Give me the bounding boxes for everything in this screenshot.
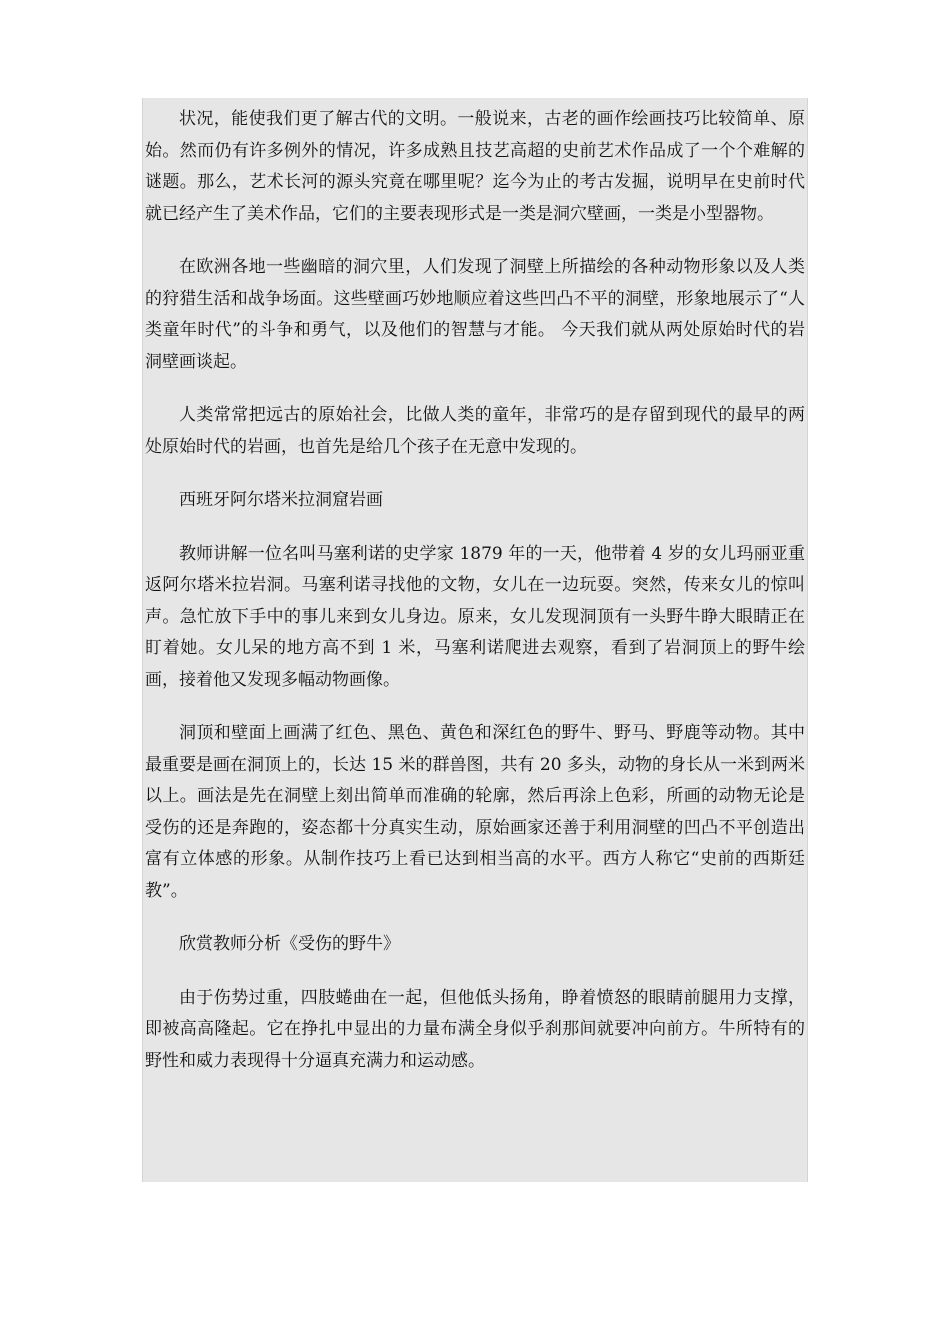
paragraph-altamira-discovery: 教师讲解一位名叫马塞利诺的史学家 1879 年的一天，他带着 4 岁的女儿玛丽亚重返阿尔塔米拉岩洞。马塞利诺寻找他的文物，女儿在一边玩耍。突然，传来女儿的惊叫声。急忙放下手中的事儿来到女儿身边。原来，女儿发现洞顶有一头野牛睁大眼睛正在盯着她。女儿呆的地方高不到 1 米，马塞利诺爬进去观察，看到了岩洞顶上的野牛绘画，接着他又发现多幅动物画像。 <box>145 543 805 690</box>
paragraph-ancient-civilization: 状况，能使我们更了解古代的文明。一般说来，古老的画作绘画技巧比较简单、原始。然而仍有许多例外的情况，许多成熟且技艺高超的史前艺术作品成了一个个难解的谜题。那么，艺术长河的源头究竟在哪里呢？迄今为止的考古发掘，说明早在史前时代就已经产生了美术作品，它们的主要表现形式是一类是洞穴壁画，一类是小型器物。 <box>145 109 805 224</box>
document-text-block <box>142 98 808 1182</box>
paragraph-european-caves: 在欧洲各地一些幽暗的洞穴里，人们发现了洞壁上所描绘的各种动物形象以及人类的狩猎生活和战争场面。这些壁画巧妙地顺应着这些凹凸不平的洞壁，形象地展示了“人类童年时代”的斗争和勇气，以及他们的智慧与才能。 今天我们就从两处原始时代的岩洞壁画谈起。 <box>145 257 805 372</box>
paragraph-wounded-bison-analysis: 由于伤势过重，四肢蜷曲在一起，但他低头扬角，睁着愤怒的眼睛前腿用力支撑，即被高高隆起。它在挣扎中显出的力量布满全身似乎刹那间就要冲向前方。牛所特有的野性和威力表现得十分逼真充满力和运动感。 <box>145 987 805 1071</box>
paragraph-cave-ceiling-paintings: 洞顶和壁面上画满了红色、黑色、黄色和深红色的野牛、野马、野鹿等动物。其中最重要是画在洞顶上的，长达 15 米的群兽图，共有 20 多头，动物的身长从一米到两米以上。画法是先在洞壁上刻出简单而准确的轮廓，然后再涂上色彩，所画的动物无论是受伤的还是奔跑的，姿态都十分真实生动，原始画家还善于利用洞壁的凹凸不平创造出富有立体感的形象。从制作技巧上看已达到相当高的水平。西方人称它“史前的西斯廷教”。 <box>145 723 805 901</box>
section-heading-wounded-bison: 欣赏教师分析《受伤的野牛》 <box>179 934 400 954</box>
section-heading-altamira: 西班牙阿尔塔米拉洞窟岩画 <box>179 490 383 510</box>
paragraph-human-childhood: 人类常常把远古的原始社会，比做人类的童年，非常巧的是存留到现代的最早的两处原始时代的岩画，也首先是给几个孩子在无意中发现的。 <box>145 405 805 457</box>
